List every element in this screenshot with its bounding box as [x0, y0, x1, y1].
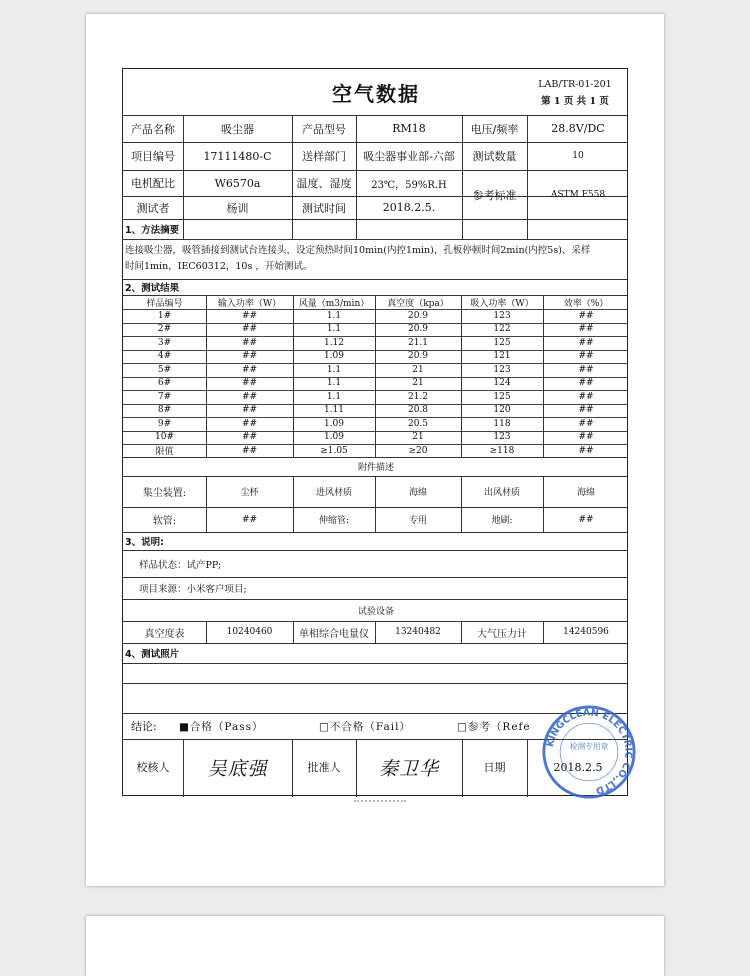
results-row-cell: 1.11: [323, 405, 345, 416]
results-heading: 2、测试结果: [125, 283, 180, 294]
results-row-cell: 21: [412, 364, 424, 375]
results-row-cell: 21.1: [407, 337, 429, 348]
results-header-cell: 输入功率（W）: [217, 298, 282, 309]
method-heading: 1、方法摘要: [125, 225, 180, 236]
results-row-cell: 118: [493, 418, 511, 429]
company-seal-stamp: [541, 704, 637, 800]
results-row-cell: 125: [493, 337, 511, 348]
env: 23℃，59%R.H: [371, 179, 447, 191]
date-sign-label: 日期: [483, 761, 506, 774]
results-row-cell: 20.8: [407, 405, 429, 416]
results-row-cell: 125: [493, 391, 511, 402]
standard-label: 参考标准: [472, 188, 517, 202]
report-code: LAB/TR-01-201: [538, 78, 612, 90]
vacuum-gauge-label: 真空度表: [144, 628, 185, 640]
results-row-cell: 1.09: [323, 418, 345, 429]
results-row-cell: 7#: [157, 391, 172, 402]
results-row-cell: 20.9: [407, 310, 429, 321]
motor: W6570a: [214, 176, 261, 190]
product-name-label: 产品名称: [131, 122, 175, 136]
power-meter-id: 13240482: [395, 627, 441, 637]
results-row-cell: 2#: [157, 324, 172, 335]
model: RM18: [392, 122, 426, 135]
results-limit-cell: ≥20: [408, 445, 428, 456]
tube-value: 专用: [408, 516, 427, 526]
results-row-cell: ##: [241, 432, 258, 443]
attachments-heading: 附件描述: [357, 463, 394, 473]
tester-label: 测试者: [136, 201, 170, 215]
results-row-cell: ##: [241, 405, 258, 416]
results-row-cell: ##: [241, 418, 258, 429]
results-header-cell: 风量（m3/min）: [298, 298, 370, 309]
dust-value: 尘杯: [240, 488, 259, 498]
inlet-value: 海绵: [408, 488, 427, 498]
results-row-cell: 1.1: [326, 324, 342, 335]
results-row-cell: ##: [578, 418, 594, 429]
method-text-line2: 时间1min，IEC60312，10s ，开始测试。: [125, 261, 313, 272]
results-row-cell: ##: [578, 432, 594, 443]
results-row-cell: 21: [412, 378, 424, 389]
dept-label: 送样部门: [302, 150, 346, 163]
results-row-cell: 1#: [157, 310, 172, 321]
model-label: 产品型号: [302, 122, 346, 136]
results-row-cell: 1.12: [323, 337, 345, 348]
conclusion-label: 结论:: [131, 720, 157, 733]
standard: ASTM F558: [550, 189, 606, 200]
reference-option: □参考（Refe: [457, 720, 531, 733]
project-source: 项目来源：小米客户项目;: [139, 584, 247, 595]
qty: 10: [572, 151, 584, 161]
method-text-line1: 连接吸尘器，吸管插接到测试台连接头，设定预热时间10min(内控1min)，孔板停顿时间2min(内控5s)、采样: [125, 245, 591, 256]
results-row-cell: ##: [241, 364, 258, 375]
project-label: 项目编号: [131, 150, 175, 163]
results-row-cell: 120: [493, 405, 511, 416]
results-row-cell: 123: [493, 432, 511, 443]
fail-option: □不合格（Fail）: [319, 720, 411, 733]
results-row-cell: ##: [578, 337, 594, 348]
checker-signature: 吴底强: [207, 757, 268, 780]
results-row-cell: 1.1: [326, 364, 342, 375]
results-row-cell: ##: [578, 391, 594, 402]
results-header-cell: 样品编号: [146, 298, 183, 309]
results-row-cell: ##: [241, 310, 258, 321]
results-limit-cell: ##: [578, 445, 594, 456]
results-limit-cell: 限值: [155, 447, 174, 457]
results-row-cell: ##: [578, 324, 594, 335]
barometer-id: 14240596: [563, 627, 609, 637]
results-row-cell: ##: [578, 310, 594, 321]
results-row-cell: 3#: [157, 337, 172, 348]
results-limit-cell: ≥118: [489, 445, 515, 456]
results-header-cell: 真空度（kpa）: [387, 298, 449, 309]
results-header-cell: 吸入功率（W）: [470, 298, 534, 309]
motor-label: 电机配比: [131, 177, 175, 190]
results-row-cell: 123: [493, 364, 511, 375]
results-row-cell: 8#: [157, 405, 172, 416]
dept: 吸尘器事业部-六部: [363, 150, 455, 163]
results-row-cell: 5#: [157, 364, 172, 375]
svg-text:KINGCLEAN ELECTRIC CO.,LTD: KINGCLEAN ELECTRIC CO.,LTD: [544, 707, 634, 796]
svg-text:检测专用章: 检测专用章: [569, 742, 609, 752]
voltage-label: 电压/频率: [470, 122, 519, 136]
results-row-cell: 121: [493, 351, 511, 362]
photos-heading: 4、测试照片: [125, 649, 180, 660]
approver-label: 批准人: [307, 761, 341, 774]
qty-label: 测试数量: [472, 150, 517, 163]
page-count: 第 1 页 共 1 页: [541, 96, 609, 107]
inlet-label: 进风材质: [315, 488, 352, 498]
brush-value: ##: [578, 514, 594, 525]
barometer-label: 大气压力计: [477, 628, 527, 640]
results-row-cell: ##: [241, 337, 258, 348]
approver-signature: 秦卫华: [378, 757, 439, 780]
outlet-label: 出风材质: [483, 488, 520, 498]
results-row-cell: 21: [412, 432, 424, 443]
report-title: 空气数据: [332, 81, 420, 106]
outlet-value: 海绵: [576, 488, 595, 498]
results-row-cell: 122: [493, 324, 511, 335]
results-row-cell: 21.2: [407, 391, 429, 402]
checker-label: 校核人: [136, 761, 170, 774]
results-header-cell: 效率（%）: [563, 298, 609, 309]
project-number: 17111480-C: [203, 149, 272, 163]
product-name: 吸尘器: [221, 122, 254, 136]
results-row-cell: 20.9: [407, 351, 429, 362]
hose-value: ##: [241, 514, 258, 525]
results-row-cell: ##: [578, 364, 594, 375]
results-row-cell: 1.1: [326, 378, 342, 389]
results-row-cell: 1.09: [323, 432, 345, 443]
results-row-cell: ##: [578, 405, 594, 416]
dust-label: 集尘装置:: [142, 488, 187, 499]
sample-state: 样品状态：试产PP;: [139, 559, 222, 571]
results-row-cell: 123: [493, 310, 511, 321]
results-row-cell: ##: [578, 351, 594, 362]
results-row-cell: 1.1: [326, 391, 342, 402]
brush-label: 地刷:: [491, 516, 513, 526]
results-row-cell: 20.5: [407, 418, 429, 429]
results-row-cell: 124: [493, 378, 511, 389]
results-row-cell: ##: [241, 391, 258, 402]
pass-option: ■合格（Pass）: [179, 720, 264, 733]
results-row-cell: 9#: [157, 418, 172, 429]
env-label: 温度、湿度: [296, 177, 352, 190]
hose-label: 软管:: [152, 516, 177, 527]
sign-date: 2018.2.5: [553, 760, 603, 774]
equipment-heading: 试验设备: [357, 606, 394, 617]
results-limit-cell: ≥1.05: [320, 445, 348, 456]
results-row-cell: 6#: [157, 378, 172, 389]
report-form: [122, 68, 628, 796]
results-row-cell: 20.9: [407, 324, 429, 335]
next-page-preview: [86, 916, 664, 976]
results-row-cell: ##: [241, 324, 258, 335]
results-row-cell: 1.1: [326, 310, 342, 321]
vacuum-gauge-id: 10240460: [226, 627, 273, 637]
results-row-cell: 10#: [155, 432, 174, 443]
date-label: 测试时间: [302, 201, 346, 215]
power-meter-label: 单相综合电量仪: [299, 628, 369, 640]
results-row-cell: ##: [241, 378, 258, 389]
results-row-cell: 4#: [157, 351, 172, 362]
results-row-cell: 1.09: [323, 351, 345, 362]
voltage: 28.8V/DC: [551, 122, 605, 135]
tube-label: 伸缩管:: [318, 516, 350, 526]
test-date: 2018.2.5.: [382, 201, 436, 214]
tester: 杨训: [226, 201, 249, 215]
notes-heading: 3、说明:: [125, 537, 164, 548]
results-row-cell: ##: [241, 351, 258, 362]
results-row-cell: ##: [578, 378, 594, 389]
page-footer-mark: [354, 800, 406, 802]
document-page: [86, 14, 664, 886]
results-limit-cell: ##: [241, 445, 258, 456]
